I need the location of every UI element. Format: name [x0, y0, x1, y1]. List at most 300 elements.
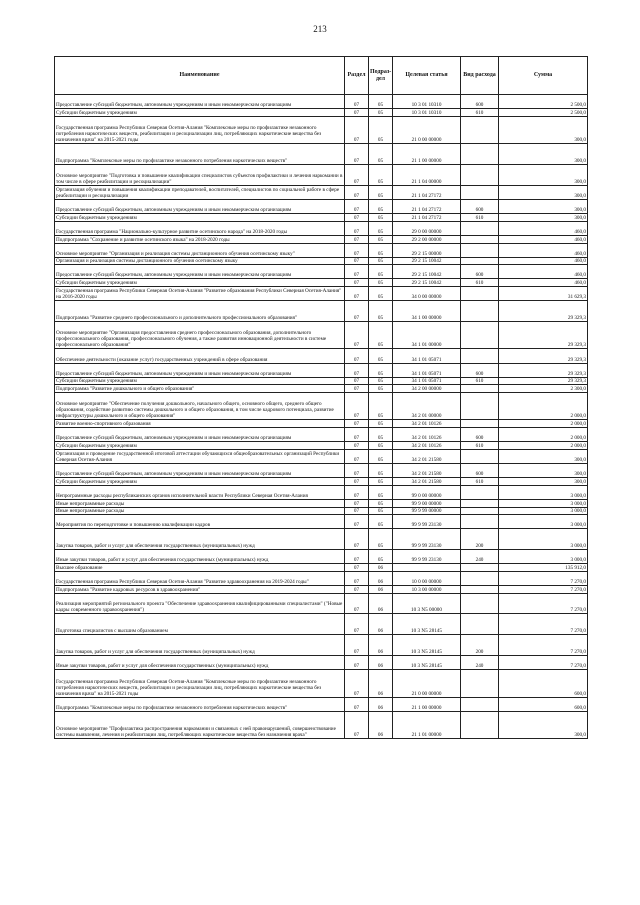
cell-razdel: 07 — [345, 185, 369, 199]
table-row — [55, 478, 588, 486]
cell-razdel: 07 — [345, 507, 369, 515]
cell-podrazdel: 05 — [369, 349, 393, 363]
table-row — [55, 265, 588, 279]
cell-name: Иные непрограммные расходы — [55, 499, 345, 507]
cell-name: Государственная программа Республики Северная Осетия-Алания "Развитие здравоохранения на 2019-2024 годы" — [55, 571, 345, 585]
cell-sum: 7 270,0 — [499, 635, 588, 656]
cell-podrazdel: 05 — [369, 235, 393, 243]
cell-sum: 460,0 — [499, 257, 588, 265]
cell-vr: 600 — [461, 363, 499, 377]
cell-podrazdel: 05 — [369, 214, 393, 222]
cell-sum: 3 000,0 — [499, 507, 588, 515]
cell-target: 21 1 04 27172 — [393, 199, 461, 213]
table-row — [55, 349, 588, 363]
cell-podrazdel: 05 — [369, 221, 393, 235]
budget-table — [54, 56, 588, 739]
table-row — [55, 109, 588, 117]
cell-name: Государственная программа Республики Северная Осетия-Алания "Комплексные меры по профилактике незаконного потребления наркотических веществ, реабилитации и ресоциализации лиц, потребляющих наркотические вещества без назначения врача" на 2015-2021 годы — [55, 116, 345, 143]
cell-name: Предоставление субсидий бюджетным, автономным учреждениям и иным некоммерческим организациям — [55, 199, 345, 213]
cell-sum: 29 329,3 — [499, 301, 588, 322]
cell-sum: 300,0 — [499, 478, 588, 486]
cell-podrazdel: 05 — [369, 363, 393, 377]
cell-podrazdel: 05 — [369, 322, 393, 349]
cell-sum: 300,0 — [499, 463, 588, 477]
cell-podrazdel: 05 — [369, 550, 393, 564]
cell-target: 29 0 00 00000 — [393, 221, 461, 235]
cell-vr — [461, 614, 499, 635]
cell-podrazdel: 05 — [369, 478, 393, 486]
cell-target: 10 3 N5 28145 — [393, 614, 461, 635]
cell-podrazdel: 06 — [369, 656, 393, 670]
cell-name: Иные закупки товаров, работ и услуг для обеспечения государственных (муниципальных) нужд — [55, 656, 345, 670]
cell-name: Развитие военно-спортивного образования — [55, 420, 345, 428]
cell-vr — [461, 116, 499, 143]
cell-razdel: 07 — [345, 144, 369, 165]
cell-name: Государственная программа "Национально-культурное развитие осетинского народа" на 2018-2020 годы — [55, 221, 345, 235]
cell-razdel: 07 — [345, 442, 369, 450]
cell-razdel: 07 — [345, 257, 369, 265]
cell-vr — [461, 185, 499, 199]
cell-target: 10 3 N5 28145 — [393, 635, 461, 656]
cell-podrazdel: 05 — [369, 449, 393, 463]
cell-podrazdel: 05 — [369, 420, 393, 428]
cell-podrazdel: 05 — [369, 279, 393, 287]
table-row — [55, 499, 588, 507]
cell-vr — [461, 507, 499, 515]
table-row — [55, 385, 588, 393]
cell-razdel: 07 — [345, 349, 369, 363]
cell-podrazdel: 05 — [369, 442, 393, 450]
cell-razdel: 07 — [345, 586, 369, 594]
cell-target: 34 0 00 00000 — [393, 287, 461, 301]
cell-vr — [461, 221, 499, 235]
cell-podrazdel: 05 — [369, 185, 393, 199]
table-row — [55, 214, 588, 222]
cell-razdel: 07 — [345, 235, 369, 243]
cell-vr — [461, 144, 499, 165]
table-row — [55, 279, 588, 287]
cell-razdel: 07 — [345, 485, 369, 499]
table-row — [55, 507, 588, 515]
cell-vr — [461, 571, 499, 585]
cell-target: 34 1 01 00000 — [393, 322, 461, 349]
cell-razdel: 07 — [345, 635, 369, 656]
cell-name: Основное мероприятие "Подготовка и повышение квалификации специалистов субъектов профилактики и лечения наркомании в том числе в сфере реабилитации и ресоциализации" — [55, 164, 345, 185]
cell-name: Подпрограмма "Развитие дошкольного и общего образования" — [55, 385, 345, 393]
cell-razdel: 07 — [345, 550, 369, 564]
cell-name: Закупка товаров, работ и услуг для обеспечения государственных (муниципальных) нужд — [55, 635, 345, 656]
cell-name: Непрограммные расходы республиканских органов исполнительной власти Республики Северная Осетия-Алания — [55, 485, 345, 499]
cell-vr — [461, 393, 499, 420]
cell-vr — [461, 449, 499, 463]
table-row — [55, 287, 588, 301]
cell-sum: 2 500,0 — [499, 109, 588, 117]
cell-razdel: 07 — [345, 697, 369, 711]
table-row — [55, 670, 588, 697]
table-row — [55, 322, 588, 349]
cell-sum: 2 300,0 — [499, 385, 588, 393]
cell-name: Иные закупки товаров, работ и услуг для обеспечения государственных (муниципальных) нужд — [55, 550, 345, 564]
cell-sum: 2 500,0 — [499, 95, 588, 109]
cell-name: Предоставление субсидий бюджетным, автономным учреждениям и иным некоммерческим организациям — [55, 363, 345, 377]
table-row — [55, 235, 588, 243]
cell-target: 34 2 01 10126 — [393, 428, 461, 442]
cell-target: 21 1 04 27172 — [393, 214, 461, 222]
cell-name: Организация и проведение государственной итоговой аттестации обучающихся общеобразовательных организаций Республики Северная Осетия-Алания — [55, 449, 345, 463]
cell-vr: 610 — [461, 109, 499, 117]
cell-razdel: 07 — [345, 515, 369, 529]
cell-razdel: 07 — [345, 593, 369, 614]
table-row — [55, 656, 588, 670]
cell-name: Субсидии бюджетным учреждениям — [55, 214, 345, 222]
cell-name: Подпрограмма "Комплексные меры по профилактике незаконного потребления наркотических веществ" — [55, 697, 345, 711]
cell-razdel: 07 — [345, 377, 369, 385]
cell-vr: 600 — [461, 265, 499, 279]
cell-razdel: 07 — [345, 265, 369, 279]
cell-podrazdel: 06 — [369, 635, 393, 656]
cell-razdel: 07 — [345, 199, 369, 213]
cell-target: 34 1 01 05071 — [393, 377, 461, 385]
cell-vr: 240 — [461, 550, 499, 564]
table-row — [55, 185, 588, 199]
cell-razdel: 07 — [345, 463, 369, 477]
table-row — [55, 221, 588, 235]
cell-razdel: 07 — [345, 221, 369, 235]
cell-razdel: 07 — [345, 363, 369, 377]
cell-podrazdel: 06 — [369, 697, 393, 711]
cell-target: 99 9 99 23130 — [393, 529, 461, 550]
cell-vr: 610 — [461, 478, 499, 486]
cell-podrazdel: 05 — [369, 463, 393, 477]
cell-target: 10 3 N5 00000 — [393, 593, 461, 614]
cell-target — [393, 564, 461, 572]
table-row — [55, 199, 588, 213]
table-row — [55, 564, 588, 572]
cell-target: 34 2 01 21580 — [393, 463, 461, 477]
cell-vr — [461, 697, 499, 711]
cell-name: Предоставление субсидий бюджетным, автономным учреждениям и иным некоммерческим организациям — [55, 428, 345, 442]
table-row — [55, 393, 588, 420]
header-razdel: Раздел — [345, 57, 369, 95]
cell-vr — [461, 593, 499, 614]
cell-sum: 300,0 — [499, 144, 588, 165]
cell-razdel: 07 — [345, 529, 369, 550]
cell-sum: 31 629,3 — [499, 287, 588, 301]
cell-target: 29 2 15 10042 — [393, 279, 461, 287]
cell-vr — [461, 499, 499, 507]
cell-vr — [461, 301, 499, 322]
cell-vr — [461, 385, 499, 393]
cell-sum: 300,0 — [499, 449, 588, 463]
cell-sum: 29 329,3 — [499, 377, 588, 385]
cell-name: Высшее образование — [55, 564, 345, 572]
cell-name: Обеспечение деятельности (оказание услуг) государственных учреждений в сфере образования — [55, 349, 345, 363]
table-row — [55, 377, 588, 385]
cell-target: 21 1 00 00000 — [393, 144, 461, 165]
cell-sum: 3 000,0 — [499, 515, 588, 529]
header-name: Наименование — [55, 57, 345, 95]
cell-podrazdel: 05 — [369, 144, 393, 165]
cell-name: Подпрограмма "Развитие кадровых ресурсов в здравоохранении" — [55, 586, 345, 594]
cell-sum: 300,0 — [499, 214, 588, 222]
cell-podrazdel: 05 — [369, 385, 393, 393]
cell-podrazdel: 05 — [369, 499, 393, 507]
table-row — [55, 635, 588, 656]
cell-razdel: 07 — [345, 428, 369, 442]
cell-target: 21 0 00 00000 — [393, 670, 461, 697]
cell-razdel: 07 — [345, 243, 369, 257]
page-number: 213 — [313, 24, 327, 34]
cell-name: Организация обучения и повышения квалификации преподавателей, воспитателей, специалистов по социальной работе в сфере реабилитации и ресоциализации — [55, 185, 345, 199]
cell-podrazdel: 05 — [369, 515, 393, 529]
cell-podrazdel: 06 — [369, 670, 393, 697]
cell-vr — [461, 349, 499, 363]
cell-vr — [461, 711, 499, 738]
table-row — [55, 485, 588, 499]
cell-sum: 7 270,0 — [499, 614, 588, 635]
table-row — [55, 586, 588, 594]
table-row — [55, 550, 588, 564]
cell-podrazdel: 05 — [369, 507, 393, 515]
cell-target: 34 1 01 05071 — [393, 349, 461, 363]
cell-razdel: 07 — [345, 564, 369, 572]
table-header-row — [55, 57, 588, 95]
cell-sum: 29 329,3 — [499, 322, 588, 349]
cell-sum: 3 000,0 — [499, 485, 588, 499]
cell-vr: 600 — [461, 463, 499, 477]
cell-sum: 3 000,0 — [499, 529, 588, 550]
cell-podrazdel: 05 — [369, 393, 393, 420]
header-sum: Сумма — [499, 57, 588, 95]
cell-vr — [461, 243, 499, 257]
cell-sum: 460,0 — [499, 243, 588, 257]
table-row — [55, 463, 588, 477]
cell-name: Предоставление субсидий бюджетным, автономным учреждениям и иным некоммерческим организациям — [55, 265, 345, 279]
cell-razdel: 07 — [345, 670, 369, 697]
cell-podrazdel: 06 — [369, 564, 393, 572]
cell-vr: 610 — [461, 214, 499, 222]
cell-target: 29 2 15 10042 — [393, 257, 461, 265]
cell-podrazdel: 06 — [369, 711, 393, 738]
cell-vr: 610 — [461, 442, 499, 450]
cell-name: Основное мероприятие "Организация и реализация системы дистанционного обучения осетинскому языку" — [55, 243, 345, 257]
cell-podrazdel: 05 — [369, 428, 393, 442]
cell-razdel: 07 — [345, 420, 369, 428]
cell-target: 99 9 00 00000 — [393, 499, 461, 507]
cell-name: Подпрограмма "Развитие среднего профессионального и дополнительного профессионального образования" — [55, 301, 345, 322]
cell-vr — [461, 287, 499, 301]
header-target: Целевая статья — [393, 57, 461, 95]
cell-podrazdel: 05 — [369, 377, 393, 385]
cell-vr — [461, 670, 499, 697]
cell-target: 99 0 00 00000 — [393, 485, 461, 499]
cell-name: Субсидии бюджетным учреждениям — [55, 109, 345, 117]
cell-razdel: 07 — [345, 393, 369, 420]
cell-name: Субсидии бюджетным учреждениям — [55, 442, 345, 450]
table-row — [55, 363, 588, 377]
cell-vr: 600 — [461, 428, 499, 442]
cell-sum: 7 270,0 — [499, 656, 588, 670]
cell-sum: 2 000,0 — [499, 393, 588, 420]
cell-name: Подпрограмма "Сохранение и развитие осетинского языка" на 2018-2020 годы — [55, 235, 345, 243]
cell-razdel: 07 — [345, 109, 369, 117]
table-row — [55, 614, 588, 635]
cell-target: 34 1 01 05071 — [393, 363, 461, 377]
cell-target: 34 2 01 10126 — [393, 420, 461, 428]
table-row — [55, 420, 588, 428]
table-row — [55, 116, 588, 143]
cell-sum: 300,0 — [499, 164, 588, 185]
cell-target: 29 2 15 10042 — [393, 265, 461, 279]
cell-target: 21 0 00 00000 — [393, 116, 461, 143]
cell-podrazdel: 06 — [369, 586, 393, 594]
cell-vr — [461, 235, 499, 243]
cell-podrazdel: 05 — [369, 199, 393, 213]
cell-target: 29 2 00 00000 — [393, 235, 461, 243]
table-row — [55, 697, 588, 711]
cell-target: 10 0 00 00000 — [393, 571, 461, 585]
cell-sum: 300,0 — [499, 185, 588, 199]
table-body — [55, 95, 588, 739]
cell-sum: 460,0 — [499, 221, 588, 235]
cell-razdel: 07 — [345, 116, 369, 143]
cell-name: Субсидии бюджетным учреждениям — [55, 279, 345, 287]
cell-vr: 600 — [461, 95, 499, 109]
cell-name: Мероприятия по переподготовке и повышению квалификации кадров — [55, 515, 345, 529]
table-row — [55, 301, 588, 322]
cell-razdel: 07 — [345, 385, 369, 393]
cell-podrazdel: 06 — [369, 614, 393, 635]
cell-target: 34 1 00 00000 — [393, 301, 461, 322]
cell-target: 34 2 01 10126 — [393, 442, 461, 450]
cell-vr: 200 — [461, 529, 499, 550]
cell-vr — [461, 485, 499, 499]
cell-sum: 460,0 — [499, 265, 588, 279]
cell-name: Основное мероприятие "Обеспечение получения дошкольного, начального общего, основного общего, среднего общего образования, содействие развитию системы дошкольного и общего образования, в том числе кадрового потенциала, развитие инфраструктуры дошкольного и общего образования" — [55, 393, 345, 420]
cell-sum: 7 270,0 — [499, 593, 588, 614]
cell-razdel: 07 — [345, 614, 369, 635]
cell-sum: 3 000,0 — [499, 499, 588, 507]
cell-sum: 2 000,0 — [499, 420, 588, 428]
cell-vr — [461, 322, 499, 349]
table-row — [55, 515, 588, 529]
cell-target: 34 2 01 21580 — [393, 449, 461, 463]
cell-target: 99 9 99 23130 — [393, 515, 461, 529]
cell-razdel: 07 — [345, 95, 369, 109]
cell-name: Предоставление субсидий бюджетным, автономным учреждениям и иным некоммерческим организациям — [55, 463, 345, 477]
cell-sum: 135 912,0 — [499, 564, 588, 572]
cell-razdel: 07 — [345, 164, 369, 185]
cell-sum: 300,0 — [499, 711, 588, 738]
header-podrazdel: Подраз-дел — [369, 57, 393, 95]
cell-podrazdel: 06 — [369, 593, 393, 614]
cell-name: Закупка товаров, работ и услуг для обеспечения государственных (муниципальных) нужд — [55, 529, 345, 550]
cell-vr — [461, 586, 499, 594]
table-row — [55, 243, 588, 257]
cell-sum: 600,0 — [499, 670, 588, 697]
cell-target: 99 9 99 00000 — [393, 507, 461, 515]
table-row — [55, 428, 588, 442]
cell-razdel: 07 — [345, 499, 369, 507]
cell-name: Основное мероприятие "Организация предоставления среднего профессионального образования, дополнительного профессионального образования, профессионального обучения, а также развития инновационной деятельности в системе профессионального образования" — [55, 322, 345, 349]
cell-sum: 29 329,3 — [499, 363, 588, 377]
cell-podrazdel: 05 — [369, 529, 393, 550]
cell-target: 34 2 01 00000 — [393, 393, 461, 420]
cell-podrazdel: 05 — [369, 116, 393, 143]
cell-podrazdel: 05 — [369, 257, 393, 265]
cell-razdel: 07 — [345, 711, 369, 738]
table-row — [55, 144, 588, 165]
cell-target: 34 2 01 21580 — [393, 478, 461, 486]
cell-sum: 29 329,3 — [499, 349, 588, 363]
cell-vr: 610 — [461, 377, 499, 385]
cell-target: 21 1 04 00000 — [393, 164, 461, 185]
cell-razdel: 07 — [345, 656, 369, 670]
table-row — [55, 95, 588, 109]
cell-target: 10 3 00 00000 — [393, 586, 461, 594]
cell-name: Субсидии бюджетным учреждениям — [55, 377, 345, 385]
cell-razdel: 07 — [345, 478, 369, 486]
cell-vr — [461, 515, 499, 529]
cell-name: Подготовка специалистов с высшим образованием — [55, 614, 345, 635]
cell-sum: 2 000,0 — [499, 428, 588, 442]
cell-razdel: 07 — [345, 449, 369, 463]
cell-name: Государственная программа Республики Северная Осетия-Алания "Комплексные меры по профилактике незаконного потребления наркотических веществ, реабилитации и ресоциализации лиц, потребляющих наркотические вещества без назначения врача" на 2015-2021 годы — [55, 670, 345, 697]
cell-razdel: 07 — [345, 571, 369, 585]
cell-podrazdel: 05 — [369, 95, 393, 109]
cell-sum: 300,0 — [499, 199, 588, 213]
cell-razdel: 07 — [345, 214, 369, 222]
cell-target: 21 1 04 27172 — [393, 185, 461, 199]
cell-podrazdel: 06 — [369, 571, 393, 585]
cell-name: Субсидии бюджетным учреждениям — [55, 478, 345, 486]
cell-podrazdel: 05 — [369, 265, 393, 279]
table-row — [55, 711, 588, 738]
cell-vr — [461, 420, 499, 428]
cell-sum: 7 270,0 — [499, 586, 588, 594]
table-row — [55, 449, 588, 463]
cell-name: Реализация мероприятий регионального проекта "Обеспечение здравоохранения квалифицированными специалистами" ("Новые кадры современного здравоохранения") — [55, 593, 345, 614]
cell-podrazdel: 05 — [369, 109, 393, 117]
cell-target: 99 9 99 23130 — [393, 550, 461, 564]
cell-razdel: 07 — [345, 279, 369, 287]
table-row — [55, 442, 588, 450]
table-row — [55, 529, 588, 550]
cell-name: Государственная программа Республики Северная Осетия-Алания "Развитие образования Республики Северная Осетия-Алания" на 2016-2020 годы — [55, 287, 345, 301]
cell-target: 21 1 00 00000 — [393, 697, 461, 711]
cell-target: 29 2 15 00000 — [393, 243, 461, 257]
cell-sum: 3 000,0 — [499, 550, 588, 564]
table-row — [55, 571, 588, 585]
cell-sum: 300,0 — [499, 116, 588, 143]
cell-name: Иные непрограммные расходы — [55, 507, 345, 515]
cell-vr — [461, 257, 499, 265]
cell-name: Основное мероприятие "Профилактика распространения наркомании и связанных с ней правонарушений, совершенствование системы выявления, лечения и реабилитации лиц, потребляющих наркотические вещества без назначения врача" — [55, 711, 345, 738]
cell-vr: 600 — [461, 199, 499, 213]
header-vr: Вид расхода — [461, 57, 499, 95]
cell-podrazdel: 05 — [369, 287, 393, 301]
cell-razdel: 07 — [345, 322, 369, 349]
cell-target: 10 3 01 10310 — [393, 109, 461, 117]
table-row — [55, 257, 588, 265]
cell-name: Организация и реализация системы дистанционного обучения осетинскому языку — [55, 257, 345, 265]
cell-vr — [461, 164, 499, 185]
cell-razdel: 07 — [345, 287, 369, 301]
cell-sum: 7 270,0 — [499, 571, 588, 585]
table-row — [55, 593, 588, 614]
cell-sum: 2 000,0 — [499, 442, 588, 450]
cell-vr: 240 — [461, 656, 499, 670]
